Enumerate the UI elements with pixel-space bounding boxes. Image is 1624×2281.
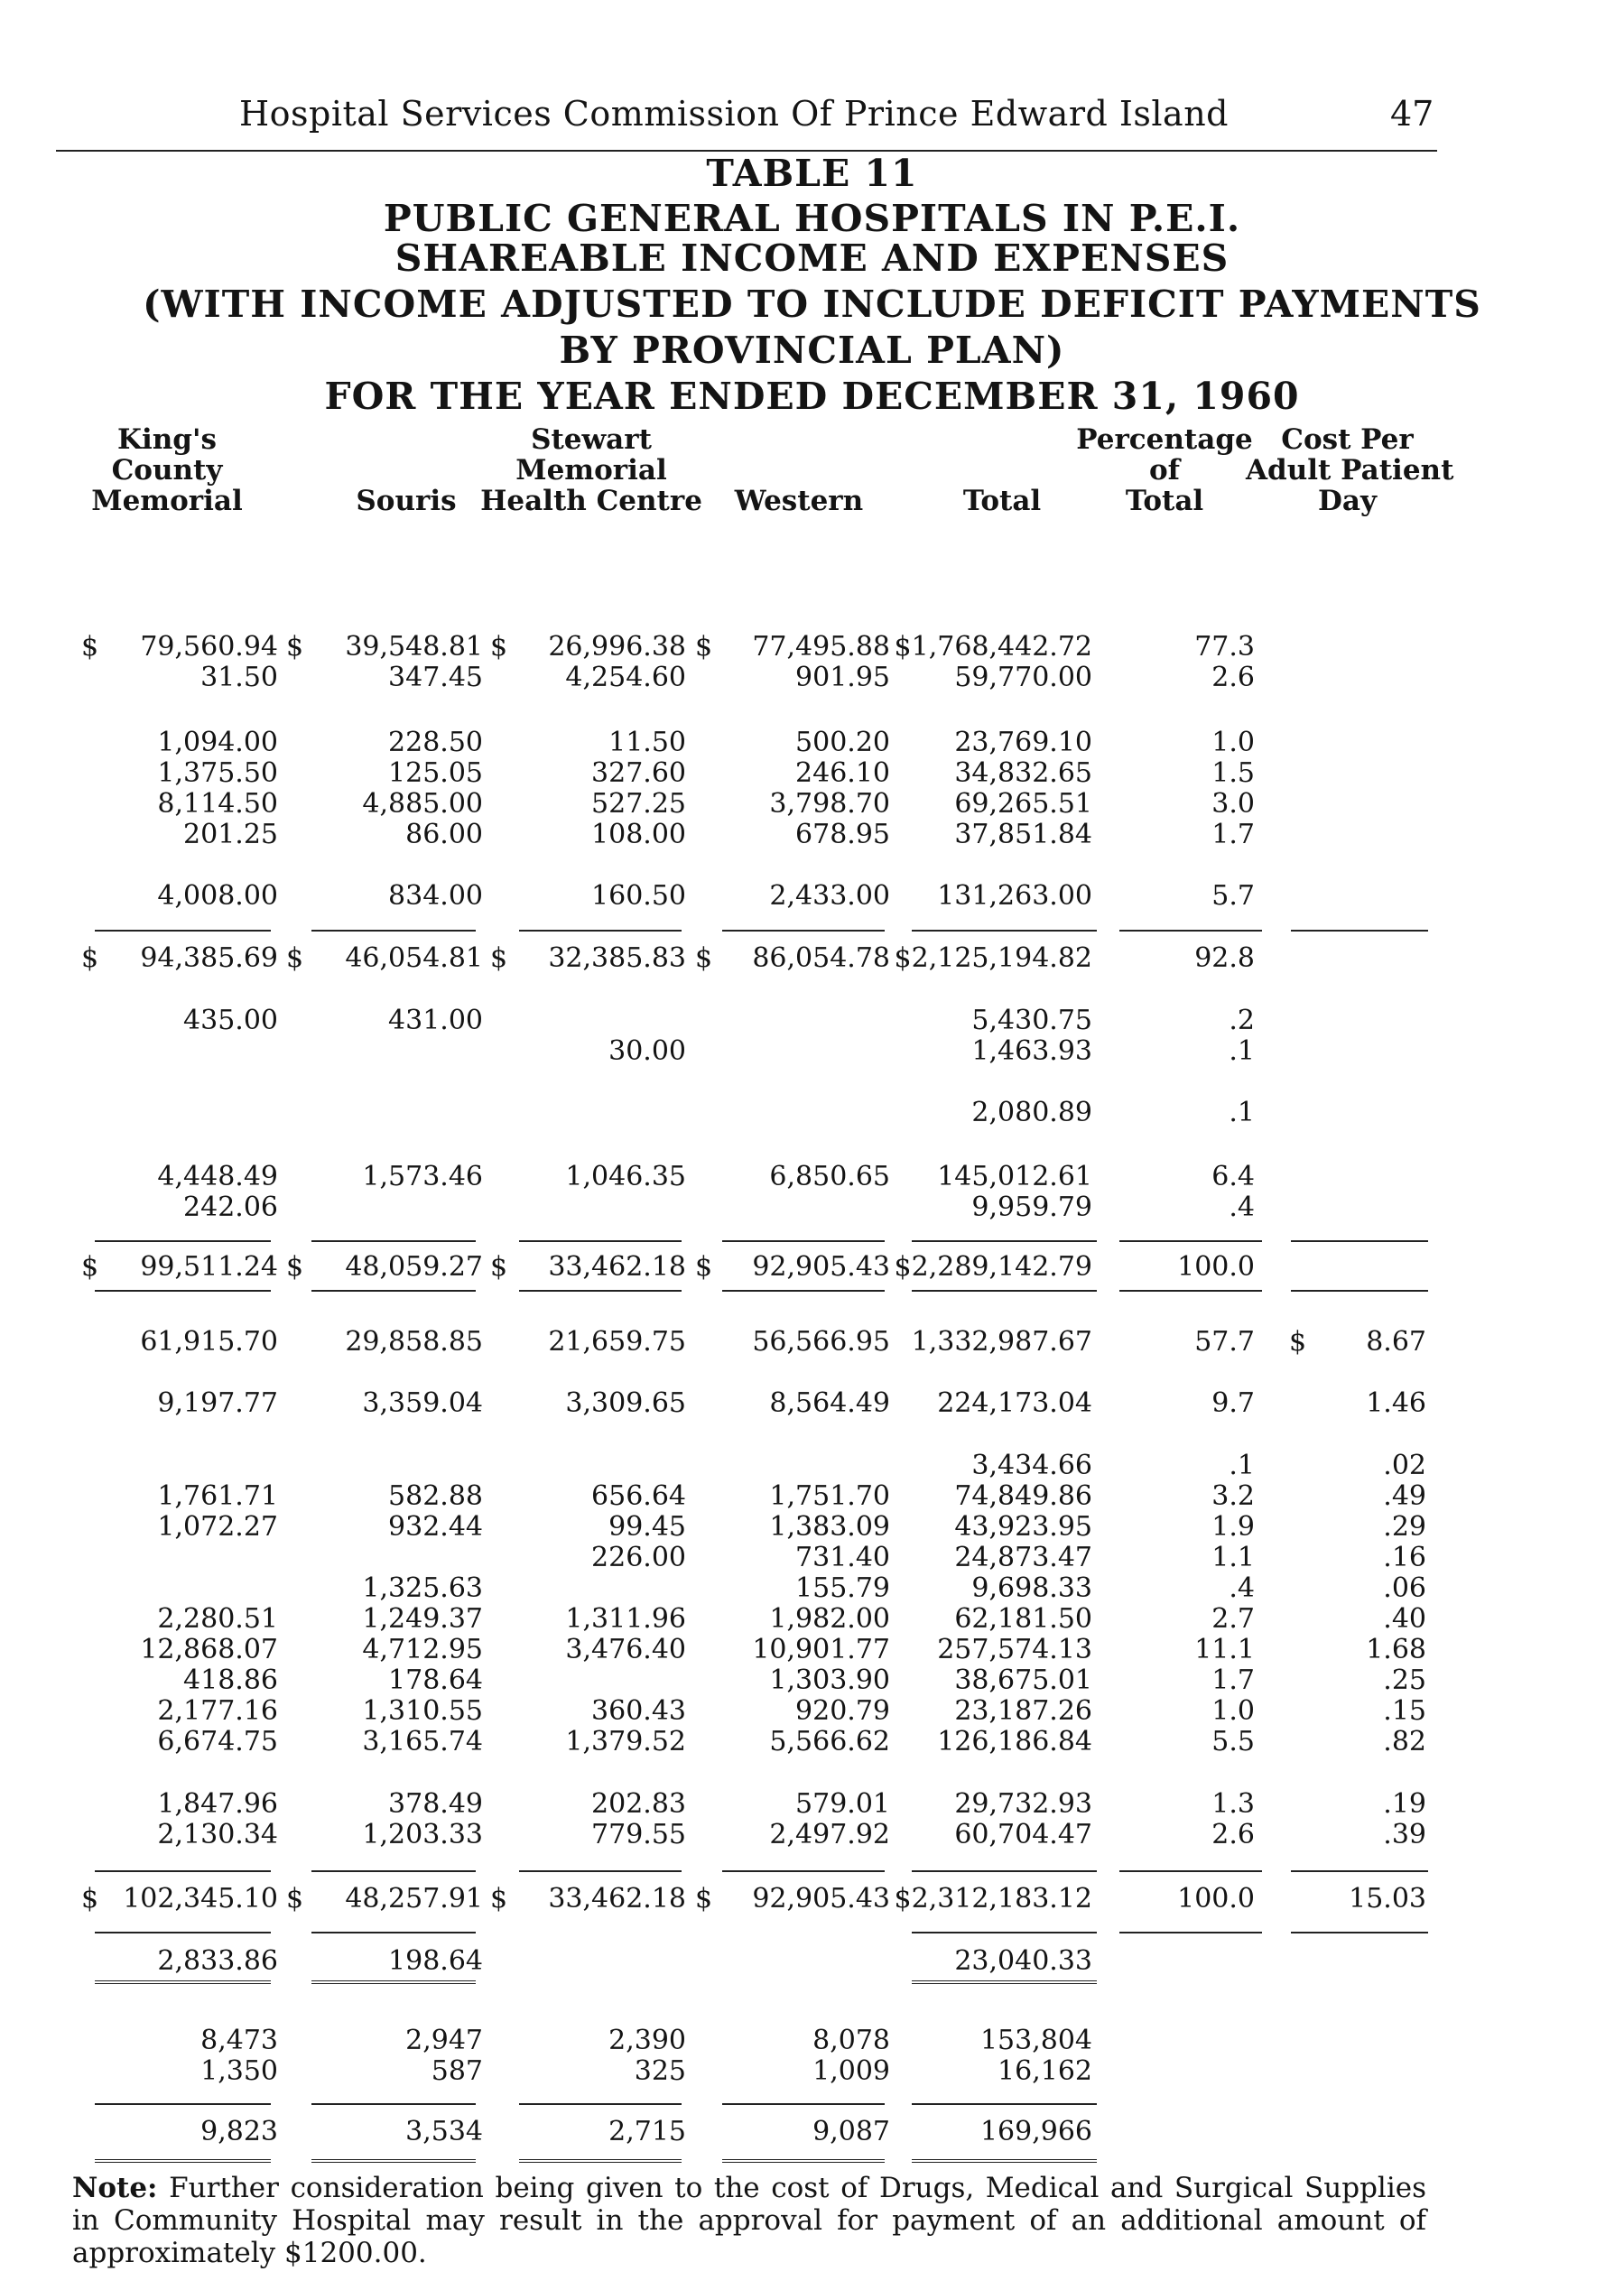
table-cell: 198.64	[388, 1945, 483, 1977]
table-cell: 30.00	[608, 1035, 686, 1067]
table-cell: .82	[1383, 1726, 1426, 1757]
table-cell: $2,125,194.82	[894, 942, 1092, 974]
table-period: FOR THE YEAR ENDED DECEMBER 31, 1960	[324, 375, 1300, 418]
table-cell: 1,573.46	[362, 1161, 483, 1192]
table-cell: 1,383.09	[769, 1511, 890, 1543]
table-cell: 79,560.94	[140, 631, 278, 663]
table-cell: 12,868.07	[140, 1634, 278, 1665]
dollar-sign: $	[286, 1883, 304, 1915]
table-rule	[912, 1932, 1097, 1933]
table-title: PUBLIC GENERAL HOSPITALS IN P.E.I.	[383, 197, 1241, 240]
table-cell: 2.6	[1211, 662, 1255, 693]
table-cell: 86,054.78	[752, 942, 890, 974]
table-cell: $2,289,142.79	[894, 1251, 1092, 1283]
table-cell: 500.20	[795, 727, 890, 758]
table-cell: 99,511.24	[140, 1251, 278, 1283]
column-header-cost-per-day: Cost Per Adult Patient Day	[1246, 423, 1454, 517]
table-cell: .25	[1383, 1664, 1426, 1696]
table-cell: 48,059.27	[345, 1251, 483, 1283]
table-rule	[912, 1240, 1097, 1242]
table-cell: 1,463.93	[971, 1035, 1092, 1067]
table-cell: 43,923.95	[954, 1511, 1092, 1543]
table-rule	[311, 1932, 476, 1933]
table-cell: .1	[1229, 1450, 1255, 1481]
table-cell: 731.40	[795, 1542, 890, 1573]
table-cell: .1	[1229, 1097, 1255, 1128]
table-cell: 224,173.04	[937, 1387, 1092, 1419]
table-cell: .4	[1229, 1191, 1255, 1223]
table-cell: 1,311.96	[565, 1603, 686, 1635]
table-cell: 9,087	[812, 2116, 890, 2147]
dollar-sign: $	[81, 631, 99, 663]
table-number: TABLE 11	[706, 152, 918, 195]
table-cell: 23,187.26	[954, 1695, 1092, 1727]
table-cell: 418.86	[183, 1664, 278, 1696]
table-cell: 327.60	[591, 757, 686, 789]
table-cell: 62,181.50	[954, 1603, 1092, 1635]
table-cell: 2.7	[1211, 1603, 1255, 1635]
table-cell: .16	[1383, 1542, 1426, 1573]
table-rule	[722, 1290, 885, 1292]
table-cell: 1,009	[812, 2055, 890, 2087]
table-cell: 527.25	[591, 788, 686, 820]
table-cell: 2.6	[1211, 1819, 1255, 1850]
table-cell: 1.7	[1211, 819, 1255, 850]
table-cell: 8,473	[200, 2025, 278, 2056]
table-cell: 86.00	[405, 819, 483, 850]
table-cell: 6,850.65	[769, 1161, 890, 1192]
table-cell: 1.9	[1211, 1511, 1255, 1543]
table-cell: 579.01	[795, 1788, 890, 1820]
table-cell: 5,566.62	[769, 1726, 890, 1757]
table-rule	[95, 1240, 271, 1242]
table-rule	[311, 1870, 476, 1872]
table-cell: 582.88	[388, 1480, 483, 1512]
table-cell: 3,798.70	[769, 788, 890, 820]
table-subtitle-line: BY PROVINCIAL PLAN)	[559, 329, 1065, 372]
table-cell: 1.46	[1366, 1387, 1426, 1419]
table-cell: 2,497.92	[769, 1819, 890, 1850]
table-cell: 92.8	[1194, 942, 1255, 974]
table-cell: 2,390	[608, 2025, 686, 2056]
table-cell: .1	[1229, 1035, 1255, 1067]
table-rule	[722, 2103, 885, 2105]
table-cell: 4,448.49	[157, 1161, 278, 1192]
table-cell: 178.64	[388, 1664, 483, 1696]
table-rule	[1119, 1932, 1262, 1933]
page-number: 47	[1390, 94, 1434, 134]
table-cell: 8,564.49	[769, 1387, 890, 1419]
dollar-sign: $	[695, 631, 713, 663]
footnote-label: Note:	[72, 2172, 158, 2204]
table-cell: .40	[1383, 1603, 1426, 1635]
dollar-sign: $	[490, 631, 508, 663]
table-cell: 3.2	[1211, 1480, 1255, 1512]
table-rule	[95, 1290, 271, 1292]
table-cell: .2	[1229, 1005, 1255, 1036]
table-cell: 1,332,987.67	[911, 1326, 1092, 1358]
table-cell: 3,476.40	[565, 1634, 686, 1665]
table-cell: 99.45	[608, 1511, 686, 1543]
table-cell: 23,769.10	[954, 727, 1092, 758]
table-cell: 38,675.01	[954, 1664, 1092, 1696]
table-cell: 1,072.27	[157, 1511, 278, 1543]
table-cell: .29	[1383, 1511, 1426, 1543]
table-rule	[311, 930, 476, 932]
table-cell: 325	[634, 2055, 686, 2087]
table-rule	[912, 2159, 1097, 2163]
table-cell: 3.0	[1211, 788, 1255, 820]
table-cell: 10,901.77	[752, 1634, 890, 1665]
table-cell: 77,495.88	[752, 631, 890, 663]
table-rule	[722, 2159, 885, 2163]
table-cell: .39	[1383, 1819, 1426, 1850]
column-header-souris: Souris	[356, 485, 457, 517]
table-cell: 431.00	[388, 1005, 483, 1036]
table-cell: 56,566.95	[752, 1326, 890, 1358]
table-rule	[912, 1980, 1097, 1984]
dollar-sign: $	[695, 942, 713, 974]
table-cell: 92,905.43	[752, 1883, 890, 1915]
table-cell: 100.0	[1177, 1251, 1255, 1283]
table-cell: 1,375.50	[157, 757, 278, 789]
table-cell: 102,345.10	[123, 1883, 278, 1915]
table-cell: 131,263.00	[937, 880, 1092, 912]
table-cell: 169,966	[979, 2116, 1092, 2147]
table-cell: 33,462.18	[548, 1883, 686, 1915]
table-cell: 8.67	[1366, 1326, 1426, 1358]
table-cell: 4,712.95	[362, 1634, 483, 1665]
table-cell: 2,280.51	[157, 1603, 278, 1635]
table-cell: 34,832.65	[954, 757, 1092, 789]
table-rule	[95, 1932, 271, 1933]
table-rule	[519, 1290, 682, 1292]
table-subtitle-line: (WITH INCOME ADJUSTED TO INCLUDE DEFICIT PAYMENTS	[143, 283, 1481, 326]
table-cell: 656.64	[591, 1480, 686, 1512]
table-cell: 9.7	[1211, 1387, 1255, 1419]
table-rule	[311, 1980, 476, 1984]
table-cell: 100.0	[1177, 1883, 1255, 1915]
table-rule	[722, 1870, 885, 1872]
table-cell: 1.0	[1211, 727, 1255, 758]
table-rule	[1119, 1240, 1262, 1242]
table-cell: 9,197.77	[157, 1387, 278, 1419]
table-rule	[519, 1870, 682, 1872]
table-cell: 8,114.50	[157, 788, 278, 820]
table-cell: 3,165.74	[362, 1726, 483, 1757]
table-cell: 125.05	[388, 757, 483, 789]
table-cell: .49	[1383, 1480, 1426, 1512]
table-cell: 1,379.52	[565, 1726, 686, 1757]
dollar-sign: $	[81, 1251, 99, 1283]
table-cell: 126,186.84	[937, 1726, 1092, 1757]
table-cell: 1,046.35	[565, 1161, 686, 1192]
running-head: Hospital Services Commission Of Prince Edward Island	[239, 94, 1230, 134]
table-cell: 160.50	[591, 880, 686, 912]
table-cell: 108.00	[591, 819, 686, 850]
table-cell: 1.0	[1211, 1695, 1255, 1727]
table-cell: 1.7	[1211, 1664, 1255, 1696]
table-cell: 29,732.93	[954, 1788, 1092, 1820]
table-cell: 5,430.75	[971, 1005, 1092, 1036]
table-rule	[519, 1240, 682, 1242]
table-rule	[722, 930, 885, 932]
table-cell: 2,833.86	[157, 1945, 278, 1977]
column-header-total: Total	[962, 485, 1042, 517]
table-cell: .06	[1383, 1572, 1426, 1604]
table-cell: 257,574.13	[937, 1634, 1092, 1665]
table-cell: 6,674.75	[157, 1726, 278, 1757]
table-rule	[912, 930, 1097, 932]
table-cell: 932.44	[388, 1511, 483, 1543]
table-rule	[1291, 1932, 1428, 1933]
table-cell: 37,851.84	[954, 819, 1092, 850]
table-cell: 4,885.00	[362, 788, 483, 820]
table-cell: 4,008.00	[157, 880, 278, 912]
table-rule	[311, 1290, 476, 1292]
table-rule	[912, 2103, 1097, 2105]
dollar-sign: $	[1289, 1326, 1307, 1358]
table-cell: 1,310.55	[362, 1695, 483, 1727]
table-cell: 33,462.18	[548, 1251, 686, 1283]
table-rule	[912, 1290, 1097, 1292]
table-cell: 61,915.70	[140, 1326, 278, 1358]
table-cell: 74,849.86	[954, 1480, 1092, 1512]
table-rule	[1291, 1870, 1428, 1872]
footnote-text: Further consideration being given to the cost of Drugs, Medical and Surgical Supplies in Community Hospital may result in the approval for payment of an additional amount of approximately $1200.00.	[72, 2172, 1426, 2269]
dollar-sign: $	[286, 631, 304, 663]
table-cell: 1,249.37	[362, 1603, 483, 1635]
table-rule	[1119, 1290, 1262, 1292]
table-cell: 1.3	[1211, 1788, 1255, 1820]
table-cell: 145,012.61	[937, 1161, 1092, 1192]
table-cell: 1,350	[200, 2055, 278, 2087]
table-cell: 2,947	[405, 2025, 483, 2056]
table-rule	[912, 1870, 1097, 1872]
table-cell: 347.45	[388, 662, 483, 693]
table-cell: 1,761.71	[157, 1480, 278, 1512]
table-cell: 16,162	[998, 2055, 1092, 2087]
table-subtitle: SHAREABLE INCOME AND EXPENSES	[394, 236, 1230, 280]
table-rule	[311, 2159, 476, 2163]
table-rule	[519, 2159, 682, 2163]
table-rule	[311, 2103, 476, 2105]
table-cell: 26,996.38	[548, 631, 686, 663]
table-cell: 15.03	[1349, 1883, 1426, 1915]
table-cell: 779.55	[591, 1819, 686, 1850]
table-rule	[1119, 1870, 1262, 1872]
table-cell: 1,325.63	[362, 1572, 483, 1604]
table-cell: $1,768,442.72	[894, 631, 1092, 663]
table-cell: .4	[1229, 1572, 1255, 1604]
table-cell: 9,959.79	[971, 1191, 1092, 1223]
table-rule	[95, 2103, 271, 2105]
column-header-stewart-memorial: Stewart Memorial Health Centre	[480, 423, 702, 517]
dollar-sign: $	[286, 1251, 304, 1283]
table-cell: 5.7	[1211, 880, 1255, 912]
table-cell: 201.25	[183, 819, 278, 850]
table-cell: 92,905.43	[752, 1251, 890, 1283]
table-cell: 202.83	[591, 1788, 686, 1820]
column-header-percentage: Percentage of Total	[1076, 423, 1253, 517]
table-cell: 8,078	[812, 2025, 890, 2056]
dollar-sign: $	[695, 1883, 713, 1915]
table-rule	[1291, 930, 1428, 932]
dollar-sign: $	[490, 942, 508, 974]
table-rule	[722, 1240, 885, 1242]
table-cell: 3,309.65	[565, 1387, 686, 1419]
table-cell: 1,751.70	[769, 1480, 890, 1512]
table-cell: 360.43	[591, 1695, 686, 1727]
table-rule	[95, 1870, 271, 1872]
table-cell: 920.79	[795, 1695, 890, 1727]
table-cell: 2,130.34	[157, 1819, 278, 1850]
dollar-sign: $	[490, 1883, 508, 1915]
table-cell: 5.5	[1211, 1726, 1255, 1757]
table-rule	[1291, 1290, 1428, 1292]
table-cell: 242.06	[183, 1191, 278, 1223]
table-cell: 3,359.04	[362, 1387, 483, 1419]
column-header-western: Western	[734, 485, 864, 517]
table-cell: 1.5	[1211, 757, 1255, 789]
table-rule	[95, 1980, 271, 1984]
table-cell: 1,847.96	[157, 1788, 278, 1820]
table-cell: 23,040.33	[954, 1945, 1092, 1977]
table-cell: 4,254.60	[565, 662, 686, 693]
table-rule	[95, 930, 271, 932]
table-cell: 77.3	[1194, 631, 1255, 663]
dollar-sign: $	[81, 1883, 99, 1915]
table-cell: .15	[1383, 1695, 1426, 1727]
table-cell: 9,698.33	[971, 1572, 1092, 1604]
table-cell: 1,982.00	[769, 1603, 890, 1635]
table-cell: 69,265.51	[954, 788, 1092, 820]
table-cell: 39,548.81	[345, 631, 483, 663]
table-cell: 59,770.00	[954, 662, 1092, 693]
table-cell: 153,804	[979, 2025, 1092, 2056]
table-cell: .19	[1383, 1788, 1426, 1820]
table-cell: 11.1	[1194, 1634, 1255, 1665]
table-cell: 32,385.83	[548, 942, 686, 974]
table-cell: 1,203.33	[362, 1819, 483, 1850]
table-cell: 60,704.47	[954, 1819, 1092, 1850]
table-cell: 1.68	[1366, 1634, 1426, 1665]
table-rule	[519, 2103, 682, 2105]
table-rule	[519, 930, 682, 932]
table-cell: 3,534	[405, 2116, 483, 2147]
table-cell: 24,873.47	[954, 1542, 1092, 1573]
table-cell: 435.00	[183, 1005, 278, 1036]
table-cell: 11.50	[608, 727, 686, 758]
table-cell: 3,434.66	[971, 1450, 1092, 1481]
table-cell: 46,054.81	[345, 942, 483, 974]
table-cell: 29,858.85	[345, 1326, 483, 1358]
dollar-sign: $	[81, 942, 99, 974]
table-cell: 834.00	[388, 880, 483, 912]
table-cell: 678.95	[795, 819, 890, 850]
table-cell: 246.10	[795, 757, 890, 789]
table-cell: 587	[431, 2055, 483, 2087]
table-cell: 6.4	[1211, 1161, 1255, 1192]
table-cell: 228.50	[388, 727, 483, 758]
table-cell: 94,385.69	[140, 942, 278, 974]
column-header-kings-county: King's County Memorial	[91, 423, 243, 517]
table-cell: 2,715	[608, 2116, 686, 2147]
dollar-sign: $	[286, 942, 304, 974]
table-cell: 21,659.75	[548, 1326, 686, 1358]
table-rule	[1119, 930, 1262, 932]
table-cell: .02	[1383, 1450, 1426, 1481]
table-cell: 901.95	[795, 662, 890, 693]
table-cell: 1.1	[1211, 1542, 1255, 1573]
table-cell: 1,094.00	[157, 727, 278, 758]
footnote	[72, 2172, 1426, 2269]
table-cell: 31.50	[200, 662, 278, 693]
table-cell: 2,177.16	[157, 1695, 278, 1727]
table-cell: $2,312,183.12	[894, 1883, 1092, 1915]
table-cell: 9,823	[200, 2116, 278, 2147]
table-cell: 2,433.00	[769, 880, 890, 912]
dollar-sign: $	[490, 1251, 508, 1283]
table-rule	[1291, 1240, 1428, 1242]
table-cell: 48,257.91	[345, 1883, 483, 1915]
table-cell: 2,080.89	[971, 1097, 1092, 1128]
table-cell: 1,303.90	[769, 1664, 890, 1696]
table-rule	[311, 1240, 476, 1242]
table-cell: 155.79	[795, 1572, 890, 1604]
table-cell: 226.00	[591, 1542, 686, 1573]
table-cell: 378.49	[388, 1788, 483, 1820]
dollar-sign: $	[695, 1251, 713, 1283]
table-cell: 57.7	[1194, 1326, 1255, 1358]
table-rule	[95, 2159, 271, 2163]
